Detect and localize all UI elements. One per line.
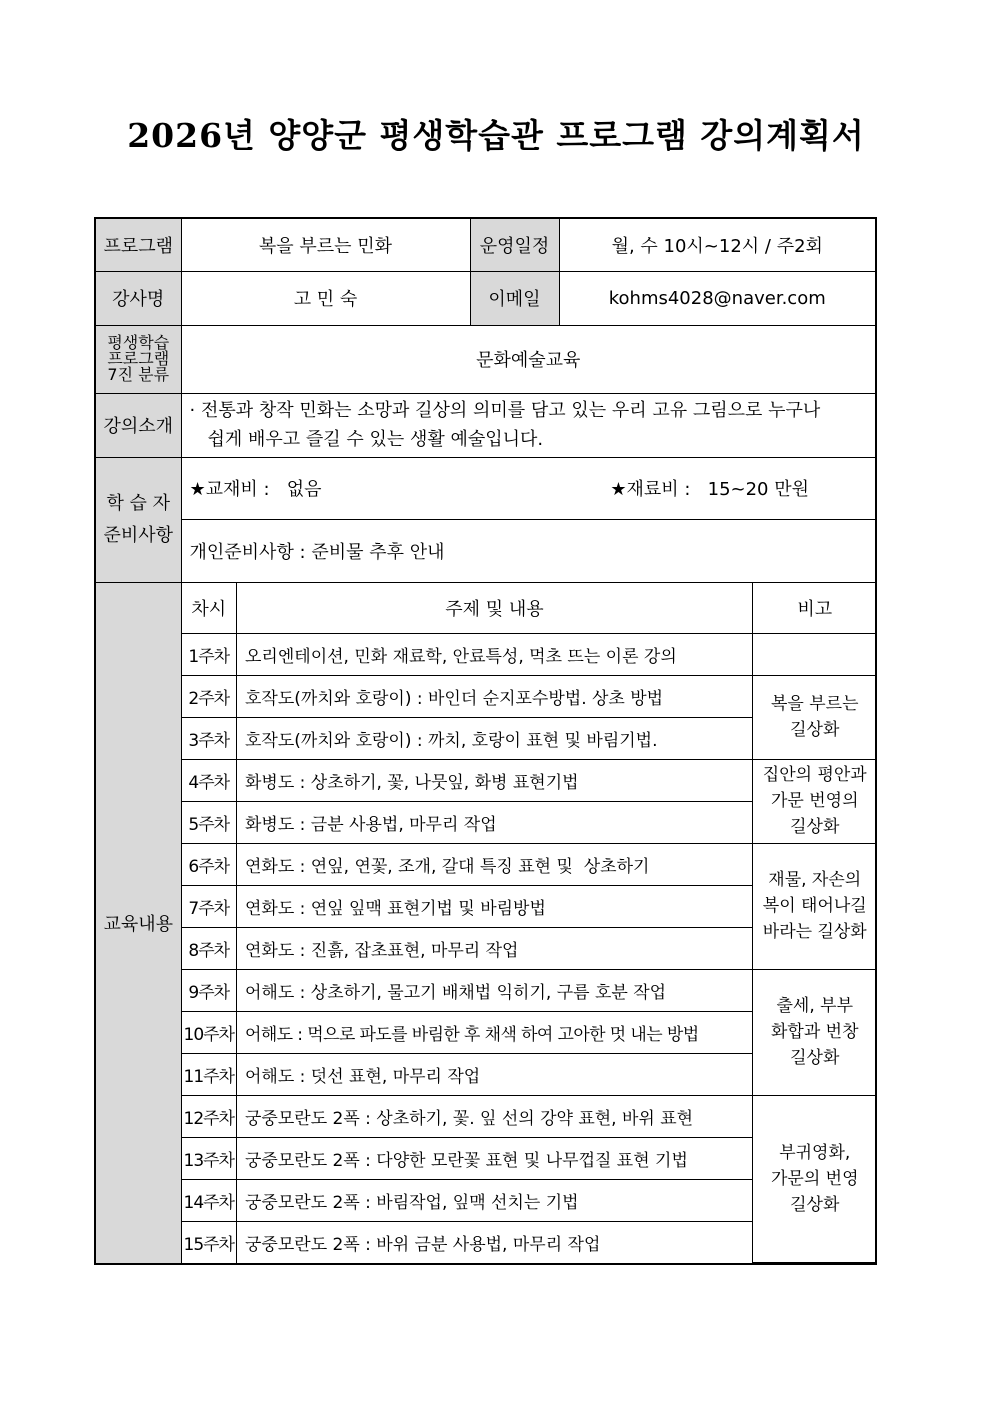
textbook-cost: ★교재비 : 없음 (189, 479, 322, 500)
note-header: 비고 (753, 583, 877, 634)
week-cell: 2주차 (182, 675, 237, 717)
week-cell: 14주차 (182, 1179, 237, 1221)
topic-header: 주제 및 내용 (237, 583, 753, 634)
schedule-table (182, 583, 877, 1264)
note-cell: 부귀영화, 가문의 번영 길상화 (753, 1095, 877, 1263)
week-cell: 13주차 (182, 1137, 237, 1179)
topic-cell: 궁중모란도 2폭 : 바위 금분 사용법, 마무리 작업 (237, 1221, 753, 1263)
week-cell: 1주차 (182, 633, 237, 675)
week-cell: 6주차 (182, 843, 237, 885)
note-cell: 복을 부르는 길상화 (753, 675, 877, 759)
content-cell (181, 582, 876, 1264)
note-cell: 집안의 평안과 가문 번영의 길상화 (753, 759, 877, 843)
content-label: 교육내용 (95, 582, 181, 1264)
topic-cell: 오리엔테이션, 민화 재료학, 안료특성, 먹초 뜨는 이론 강의 (237, 633, 753, 675)
schedule-value: 월, 수 10시~12시 / 주2회 (559, 218, 876, 271)
topic-cell: 궁중모란도 2폭 : 다양한 모란꽃 표현 및 나무껍질 표현 기법 (237, 1137, 753, 1179)
topic-cell: 연화도 : 연잎, 연꽃, 조개, 갈대 특징 표현 및 상초하기 (237, 843, 753, 885)
week-cell: 9주차 (182, 969, 237, 1011)
classification-value: 문화예술교육 (181, 325, 876, 393)
document-title: 2026년 양양군 평생학습관 프로그램 강의계획서 (127, 116, 865, 155)
instructor-value: 고 민 숙 (181, 271, 470, 325)
week-cell: 8주차 (182, 927, 237, 969)
topic-cell: 연화도 : 연잎 잎맥 표현기법 및 바림방법 (237, 885, 753, 927)
topic-cell: 화병도 : 금분 사용법, 마무리 작업 (237, 801, 753, 843)
topic-cell: 궁중모란도 2폭 : 바림작업, 잎맥 선치는 기법 (237, 1179, 753, 1221)
intro-text: · 전통과 창작 민화는 소망과 길상의 의미를 담고 있는 우리 고유 그림으로 누구나 쉽게 배우고 즐길 수 있는 생활 예술입니다. (181, 393, 876, 457)
week-cell: 7주차 (182, 885, 237, 927)
week-cell: 12주차 (182, 1095, 237, 1137)
personal-prep: 개인준비사항 : 준비물 추후 안내 (181, 519, 876, 582)
intro-label: 강의소개 (95, 393, 181, 457)
instructor-label: 강사명 (95, 271, 181, 325)
program-value: 복을 부르는 민화 (181, 218, 470, 271)
prep-costs (181, 457, 876, 519)
week-cell: 11주차 (182, 1053, 237, 1095)
classification-label: 평생학습 프로그램 7진 분류 (95, 325, 181, 393)
email-value: kohms4028@naver.com (559, 271, 876, 325)
topic-cell: 어해도 : 덧선 표현, 마무리 작업 (237, 1053, 753, 1095)
lecture-plan-table (94, 217, 877, 1265)
topic-cell: 호작도(까치와 호랑이) : 바인더 순지포수방법. 상초 방법 (237, 675, 753, 717)
topic-cell: 호작도(까치와 호랑이) : 까치, 호랑이 표현 및 바림기법. (237, 717, 753, 759)
note-cell: 출세, 부부 화합과 번창 길상화 (753, 969, 877, 1095)
week-cell: 3주차 (182, 717, 237, 759)
note-cell: 재물, 자손의 복이 태어나길 바라는 길상화 (753, 843, 877, 969)
email-label: 이메일 (470, 271, 559, 325)
week-cell: 4주차 (182, 759, 237, 801)
note-cell-empty (753, 633, 877, 675)
program-label: 프로그램 (95, 218, 181, 271)
prep-label: 학 습 자 준비사항 (95, 457, 181, 582)
week-header: 차시 (182, 583, 237, 634)
topic-cell: 어해도 : 먹으로 파도를 바림한 후 채색 하여 고아한 멋 내는 방법 (237, 1011, 753, 1053)
week-cell: 5주차 (182, 801, 237, 843)
topic-cell: 어해도 : 상초하기, 물고기 배채법 익히기, 구름 호분 작업 (237, 969, 753, 1011)
week-cell: 15주차 (182, 1221, 237, 1263)
topic-cell: 화병도 : 상초하기, 꽃, 나뭇잎, 화병 표현기법 (237, 759, 753, 801)
schedule-label: 운영일정 (470, 218, 559, 271)
topic-cell: 연화도 : 진흙, 잡초표현, 마무리 작업 (237, 927, 753, 969)
week-cell: 10주차 (182, 1011, 237, 1053)
materials-cost: ★재료비 : 15~20 만원 (610, 479, 809, 500)
topic-cell: 궁중모란도 2폭 : 상초하기, 꽃. 잎 선의 강약 표현, 바위 표현 (237, 1095, 753, 1137)
